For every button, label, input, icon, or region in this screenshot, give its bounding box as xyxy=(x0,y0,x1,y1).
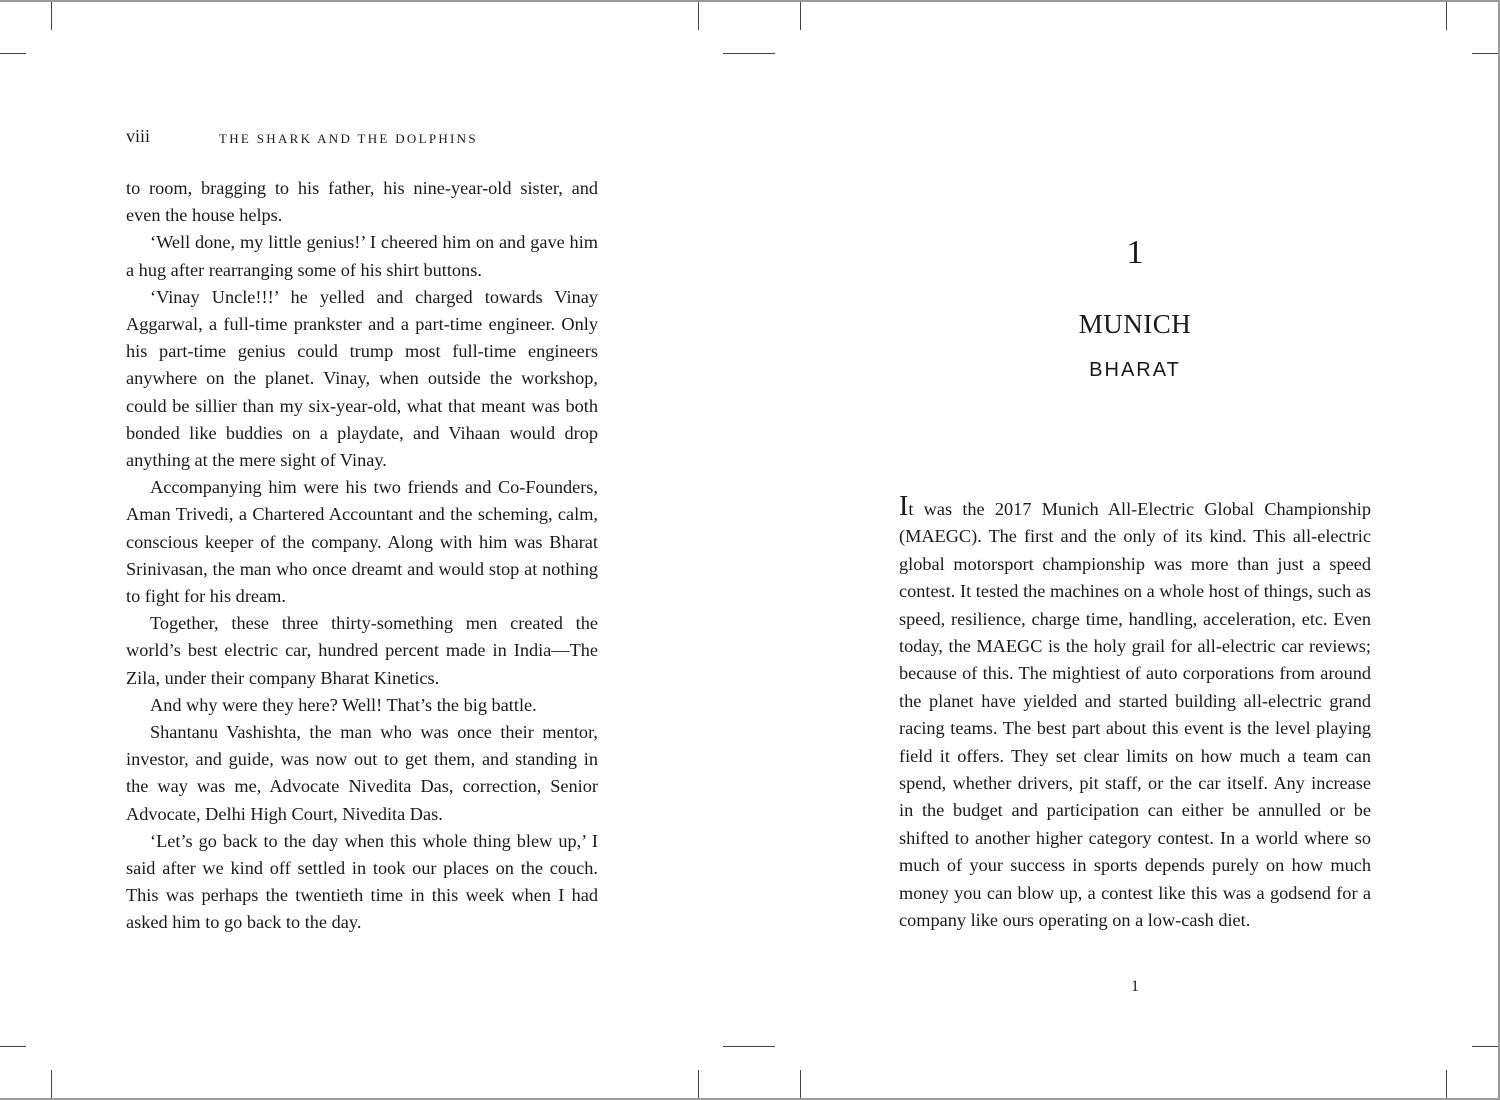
book-title: THE SHARK AND THE DOLPHINS xyxy=(219,131,478,146)
crop-mark xyxy=(1472,1046,1498,1047)
paragraph: to room, bragging to his father, his nine-year-old sister, and even the house helps. xyxy=(126,178,598,226)
chapter-number: 1 xyxy=(1126,234,1144,271)
chapter-narrator: BHARAT xyxy=(1089,359,1181,381)
paragraph: ‘Well done, my little genius!’ I cheered him on and gave him a hug after rearranging some of his shirt buttons. xyxy=(126,232,598,280)
crop-mark xyxy=(51,2,52,30)
paragraph: ‘Vinay Uncle!!!’ he yelled and charged towards Vinay Aggarwal, a full-time prankster and a part-time engineer. Only his part-time genius could trump most full-time engineers anywhere on the planet. Vinay, when outside the workshop, could be sillier than my six-year-old, what that meant was both bonded like buddies on a playdate, and Vihaan would drop anything at the mere sight of Vinay. xyxy=(126,286,598,471)
crop-mark xyxy=(0,53,26,54)
paragraph: ‘Let’s go back to the day when this whole thing blew up,’ I said after we kind off settled in took our places on the couch. This was perhaps the twentieth time in this week when I had asked him to go back to the day. xyxy=(126,830,598,933)
crop-mark xyxy=(800,2,801,30)
chapter-title: MUNICH xyxy=(1078,309,1192,339)
crop-mark xyxy=(1446,2,1447,30)
body-text xyxy=(899,491,1371,935)
crop-mark xyxy=(51,1070,52,1098)
paragraph: Accompanying him were his two friends and Co-Founders, Aman Trivedi, a Chartered Accountant and the scheming, calm, conscious keeper of the company. Along with him was Bharat Srinivasan, the man who once dreamt and would stop at nothing to fight for his dream. xyxy=(126,477,598,607)
page-number: viii xyxy=(126,126,151,146)
paragraph: Shantanu Vashishta, the man who was once their mentor, investor, and guide, was now out to get them, and standing in the way was me, Advocate Nivedita Das, correction, Senior Advocate, Delhi High Court, Nivedita Das. xyxy=(126,722,598,824)
crop-mark xyxy=(1472,53,1498,54)
crop-mark xyxy=(698,2,699,30)
crop-mark xyxy=(1446,1070,1447,1098)
paragraph-text: t was the 2017 Munich All-Electric Global Championship (MAEGC). The first and the only of its kind. This all-electric global motorsport championship was more than just a speed contest. It tested the machines on a whole host of things, such as speed, resilience, charge time, handling, acceleration, etc. Even today, the MAEGC is the holy grail for all-electric car reviews; because of this. The mightiest of auto corporations from around the planet have yielded and started building all-electric grand racing teams. The best part about this event is the level playing field it offers. They set clear limits on how much a team can spend, whether drivers, pit staff, or the car itself. Any increase in the budget and participation can either be annulled or be shifted to another higher category contest. In a world where so much of your success in sports depends purely on how much money you can blow up, a contest like this was a godsend for a company like ours operating on a low-cash diet. xyxy=(899,499,1371,931)
page-number: 1 xyxy=(1131,978,1139,995)
crop-mark xyxy=(723,53,775,54)
body-text xyxy=(126,175,598,937)
opening-paragraph xyxy=(899,491,1371,935)
drop-cap: I xyxy=(899,491,909,522)
paragraph: And why were they here? Well! That’s the big battle. xyxy=(150,694,537,715)
left-page xyxy=(126,0,598,1100)
paragraph: Together, these three thirty-something men created the world’s best electric car, hundred percent made in India—The Zila, under their company Bharat Kinetics. xyxy=(126,613,598,688)
crop-mark xyxy=(800,1070,801,1098)
crop-mark xyxy=(0,1046,26,1047)
crop-mark xyxy=(698,1070,699,1098)
crop-mark xyxy=(723,1046,775,1047)
right-page xyxy=(899,0,1371,1100)
running-head xyxy=(126,126,598,150)
